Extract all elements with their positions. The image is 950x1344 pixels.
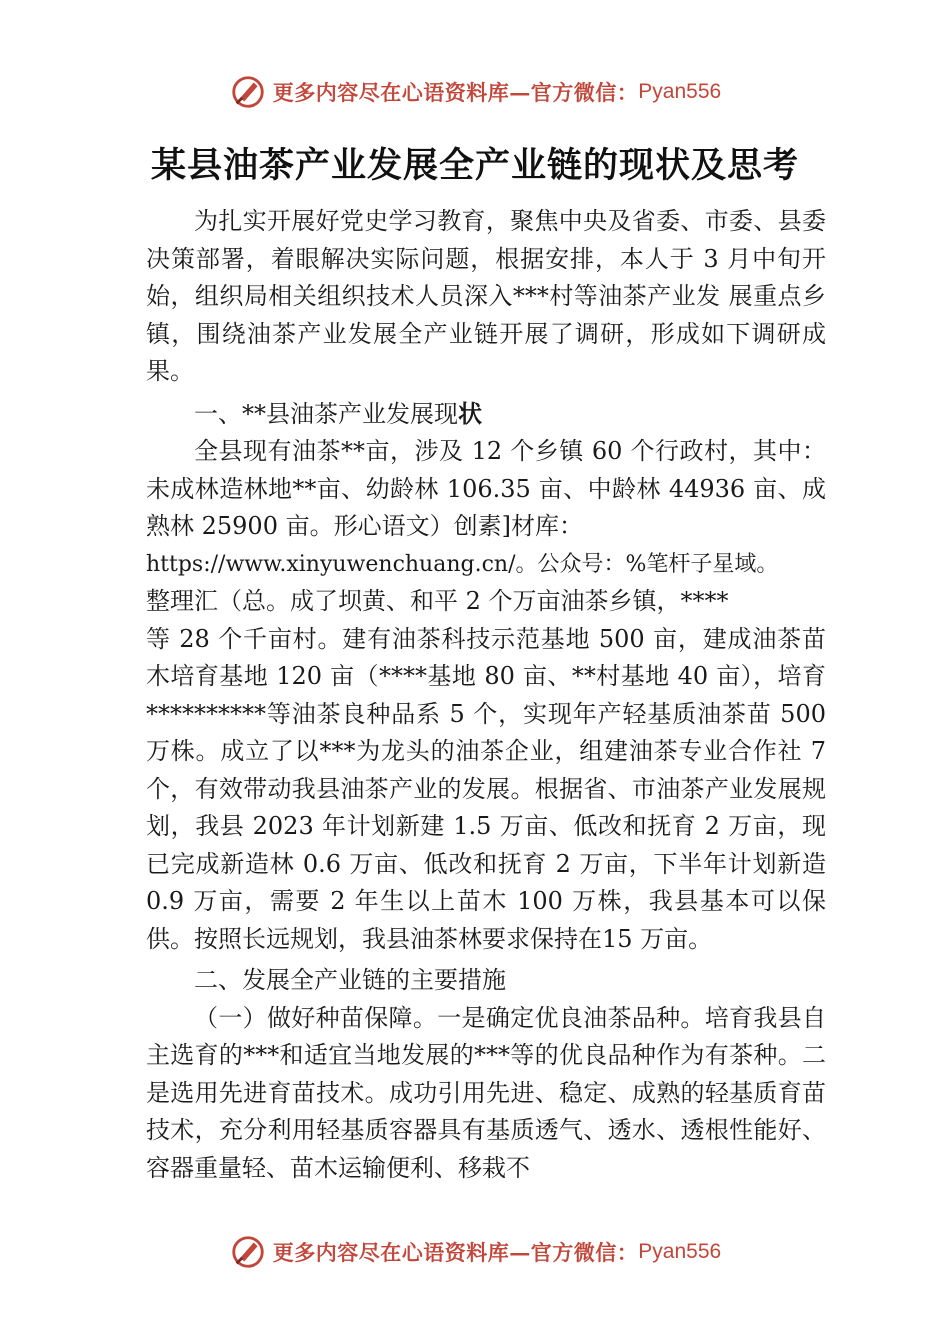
section-2-paragraph-1: （一）做好种苗保障。一是确定优良油茶品种。培育我县自主选育的***和适宜当地发展的***等的优良品种作为有茶种。二是选用先进育苗技术。成功引用先进、稳定、成熟的轻基质育苗技术，充分利用轻基质容器具有基质透气、透水、透根性能好、容器重量轻、苗木运输便利、移栽不 <box>146 1003 826 1182</box>
banner-wechat-id: Pyan556 <box>638 80 722 103</box>
header-watermark-banner <box>0 72 950 112</box>
section-1-paragraph-c: 等 28 个千亩村。建有油茶科技示范基地 500 亩，建成油茶苗木培育基地 120 亩（****基地 80 亩、**村基地 40 亩），培育**********等油茶良种品系 5 个，实现年产轻基质油茶苗 500 万株。成立了以***为龙头的油茶企业，组建油茶专业合作社 7 个，有效带动我县油茶产业的发展。根据省、市油茶产业发展规划，我县 2023 年计划新建 1.5 万亩、低改和抚育 2 万亩，现已完成新造林 0.6 万亩、低改和抚育 2 万亩，下半年计划新造 0.9 万亩，需要 2 年生以上苗木 100 万株，我县基本可以保供。按照长远规划，我县油茶林要求保持在15 万亩。 <box>146 624 826 953</box>
banner-text: 更多内容尽在心语资料库—官方微信： <box>272 80 639 105</box>
intro-paragraph: 为扎实开展好党史学习教育，聚焦中央及省委、市委、县委决策部署，着眼解决实际问题，根据安排，本人于 3 月中旬开始，组织局相关组织技术人员深入***村等油茶产业发 展重点乡镇，围绕油茶产业发展全产业链开展了调研，形成如下调研成果。 <box>146 207 826 385</box>
section-1-paragraph-b: 整理汇（总。成了坝黄、和平 2 个万亩油茶乡镇，**** <box>146 587 729 615</box>
document-title: 某县油茶产业发展全产业链的现状及思考 <box>150 146 799 186</box>
section-1-heading-text: 一、**县油茶产业发展现 <box>194 399 458 428</box>
brand-logo-icon <box>229 1233 267 1271</box>
section-1-heading <box>146 395 826 434</box>
section-1-url-line: https://www.xinyuwenchuang.cn/。公众号：%笔杆子星域。 <box>146 551 779 577</box>
banner-wechat-id: Pyan556 <box>638 1240 722 1263</box>
document-body <box>146 203 826 1187</box>
section-1-heading-last-char: 状 <box>458 398 482 428</box>
banner-text: 更多内容尽在心语资料库—官方微信： <box>272 1240 639 1265</box>
section-1-paragraph-a: 全县现有油茶**亩，涉及 12 个乡镇 60 个行政村，其中：未成林造林地**亩、幼龄林 106.35 亩、中龄林 44936 亩、成熟林 25900 亩。形心语文）创素]材库： <box>146 437 826 540</box>
brand-logo-icon <box>229 73 267 111</box>
footer-watermark-banner <box>0 1232 950 1272</box>
section-2-heading: 二、发展全产业链的主要措施 <box>194 966 506 994</box>
